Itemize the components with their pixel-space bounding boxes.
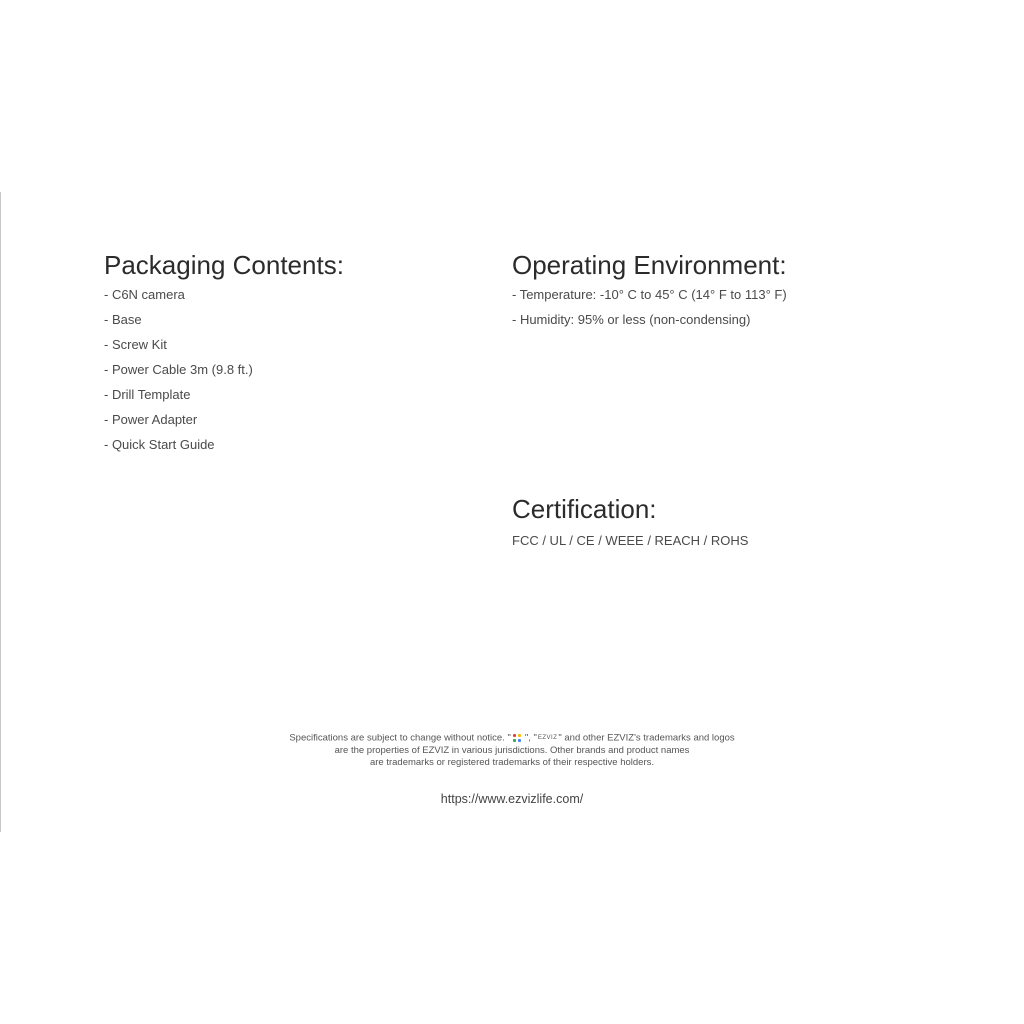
packaging-contents-list — [104, 282, 344, 457]
list-item: - Temperature: -10° C to 45° C (14° F to 113° F) — [512, 287, 787, 302]
disclaimer-line-1: Specifications are subject to change without notice. " ", "EZVIZ" and other EZVIZ's trademarks and logos — [289, 732, 735, 744]
ezviz-wordmark-logo: EZVIZ — [537, 735, 558, 741]
page-edge-line — [0, 192, 1, 832]
list-item: - Quick Start Guide — [104, 437, 215, 452]
packaging-contents-heading: Packaging Contents: — [104, 250, 344, 280]
operating-environment-list — [512, 282, 787, 332]
packaging-contents-section — [104, 250, 344, 457]
certification-list: FCC / UL / CE / WEEE / REACH / ROHS — [512, 533, 749, 548]
ezviz-logo-icon — [512, 734, 524, 743]
list-item: - Power Cable 3m (9.8 ft.) — [104, 362, 253, 377]
logo-dot-green — [513, 739, 516, 742]
disclaimer-line-3: are trademarks or registered trademarks of their respective holders. — [369, 756, 655, 768]
website-url[interactable]: https://www.ezvizlife.com/ — [440, 792, 584, 806]
list-item: - Humidity: 95% or less (non-condensing) — [512, 312, 751, 327]
list-item: - Base — [104, 312, 142, 327]
certification-section — [512, 494, 748, 551]
trademark-disclaimer — [212, 732, 812, 769]
certification-heading: Certification: — [512, 494, 657, 524]
logo-dot-red — [513, 734, 516, 737]
list-item: - C6N camera — [104, 287, 185, 302]
logo-dot-yellow — [518, 734, 521, 737]
list-item: - Screw Kit — [104, 337, 167, 352]
disclaimer-line-2: are the properties of EZVIZ in various jurisdictions. Other brands and product names — [334, 744, 690, 756]
list-item: - Power Adapter — [104, 412, 198, 427]
list-item: - Drill Template — [104, 387, 191, 402]
operating-environment-section — [512, 250, 787, 332]
logo-dot-blue — [518, 739, 521, 742]
operating-environment-heading: Operating Environment: — [512, 250, 787, 280]
